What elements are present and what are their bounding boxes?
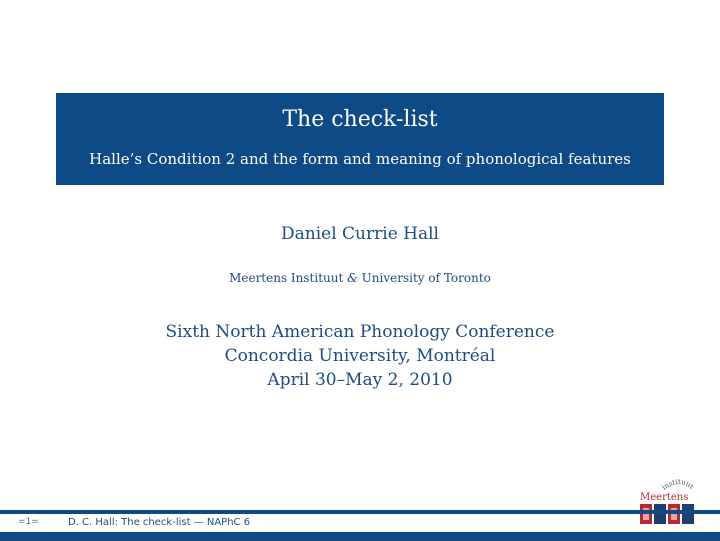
institute-ampersand: & <box>347 271 358 285</box>
institute-meertens: Meertens Instituut <box>229 271 344 285</box>
slide-title: The check-list <box>282 107 438 132</box>
slide-subtitle: Halle’s Condition 2 and the form and meaning of phonological features <box>89 150 631 168</box>
institute <box>0 271 720 285</box>
institute-toronto: University of Toronto <box>361 271 491 285</box>
conference-line: Sixth North American Phonology Conference <box>165 322 555 342</box>
conference-line: Concordia University, Montréal <box>224 346 496 366</box>
author-name: Daniel Currie Hall <box>281 224 439 244</box>
footer-band <box>0 532 720 541</box>
meertens-logo-icon <box>634 470 714 530</box>
conference-info <box>0 320 720 392</box>
footer-rule <box>0 510 720 514</box>
title-box <box>56 93 664 185</box>
conference-line: April 30–May 2, 2010 <box>267 370 453 390</box>
footer-text: D. C. Hall: The check-list — NAPhC 6 <box>68 517 251 528</box>
page-number: =1= <box>18 517 39 527</box>
logo-arc-text: instituut <box>660 477 696 492</box>
logo-name: Meertens <box>640 492 689 503</box>
